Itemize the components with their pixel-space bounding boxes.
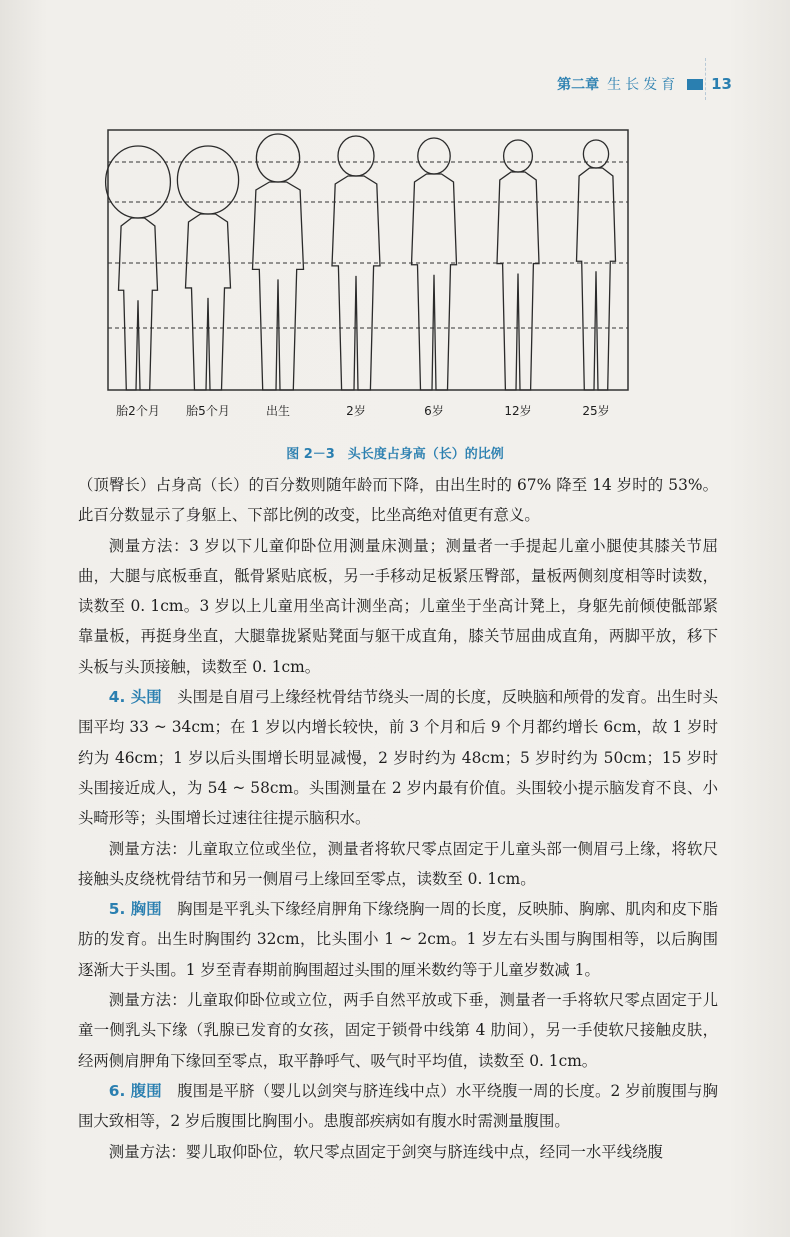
figure-head [338, 136, 374, 176]
paragraph-text: 头围是自眉弓上缘经枕骨结节绕头一周的长度，反映脑和颅骨的发育。出生时头围平均 33 ~ 34cm；在 1 岁以内增长较快，前 3 个月和后 9 个月都约增长 6cm，故 1 岁时约为 46cm；1 岁以后头围增长明显减慢，2 岁时约为 48cm；5 岁时约为 50cm；15 岁时头围接近成人，为 54 ~ 58cm。头围测量在 2 岁内最有价值。头围较小提示脑发育不良、小头畸形等；头围增长过速往往提示脑积水。 [78, 688, 718, 828]
paragraph [78, 985, 718, 1076]
figure-caption: 图 2－3 头长度占身高（长）的比例 [286, 447, 504, 462]
figure-body [253, 182, 304, 390]
paragraph-text: 测量方法：儿童取立位或坐位，测量者将软尺零点固定于儿童头部一侧眉弓上缘，将软尺接触头皮绕枕骨结节和另一侧眉弓上缘回至零点，读数至 0. 1cm。 [78, 839, 718, 888]
child-figure [497, 140, 539, 390]
stage-label: 2岁 [346, 404, 366, 418]
child-figure [412, 138, 457, 390]
body-text [78, 470, 718, 1167]
child-figure [106, 146, 171, 390]
child-figure [577, 140, 616, 390]
child-figure [253, 134, 304, 390]
paragraph-text: 测量方法：儿童取仰卧位或立位，两手自然平放或下垂，测量者一手将软尺零点固定于儿童一侧乳头下缘（乳腺已发育的女孩，固定于锁骨中线第 4 肋间），另一手使软尺接触皮肤，经两侧肩胛角下缘回至零点，取平静呼气、吸气时平均值，读数至 0. 1cm。 [78, 991, 718, 1070]
stage-label: 胎5个月 [186, 404, 230, 418]
paragraph-text: 腹围是平脐（婴儿以剑突与脐连线中点）水平绕腹一周的长度。2 岁前腹围与胸围大致相等，2 岁后腹围比胸围小。患腹部疾病如有腹水时需测量腹围。 [78, 1081, 718, 1131]
stage-label: 胎2个月 [116, 404, 160, 418]
figure-body [577, 168, 616, 390]
paragraph [78, 531, 718, 682]
figure-head [583, 140, 608, 168]
paragraph-text: 测量方法：3 岁以下儿童仰卧位用测量床测量；测量者一手提起儿童小腿使其膝关节屈曲，大腿与底板垂直，骶骨紧贴底板，另一手移动足板紧压臀部，量板两侧刻度相等时读数，读数至 0. 1cm。3 岁以上儿童用坐高计测坐高；儿童坐于坐高计凳上，身躯先前倾使骶部紧靠量板，再挺身坐直，大腿靠拢紧贴凳面与躯干成直角，膝关节屈曲成直角，两脚平放，移下头板与头顶接触，读数至 0. 1cm。 [78, 536, 718, 676]
paragraph [78, 834, 718, 895]
chapter-subject: 生长发育 [607, 77, 680, 93]
stage-label: 12岁 [504, 404, 532, 418]
section-heading: 6. 腹围 [108, 1081, 162, 1100]
section-heading: 5. 胸围 [108, 900, 162, 919]
paragraph-text: 测量方法：婴儿取仰卧位，软尺零点固定于剑突与脐连线中点，经同一水平线绕腹 [108, 1142, 663, 1161]
figure-body [497, 172, 539, 390]
paragraph [78, 682, 718, 833]
figure-head [256, 134, 299, 182]
page-number: 13 [711, 75, 732, 93]
running-header [520, 72, 732, 96]
figure-body [186, 214, 231, 390]
body-proportion-figure [100, 118, 660, 428]
child-figures [106, 134, 616, 390]
paragraph [78, 1076, 718, 1137]
figure-gridlines [108, 162, 628, 328]
figure-head [177, 146, 238, 214]
stage-label: 出生 [265, 404, 291, 418]
paragraph [78, 894, 718, 985]
figure-head [106, 146, 171, 218]
paragraph [78, 470, 718, 531]
figure-body [119, 218, 158, 390]
figure-stage-labels [100, 402, 660, 422]
paragraph [78, 1137, 718, 1167]
header-bar-icon [687, 79, 703, 90]
figure-frame [108, 130, 628, 390]
figure-body [412, 174, 457, 390]
figure-body [332, 176, 380, 390]
figure-head [504, 140, 533, 172]
stage-label: 25岁 [582, 404, 610, 418]
figure-illustration [100, 118, 660, 428]
chapter-label: 第二章 [557, 77, 600, 93]
child-figure [177, 146, 238, 390]
section-heading: 4. 头围 [108, 688, 162, 707]
stage-label: 6岁 [424, 404, 444, 418]
figure-head [418, 138, 450, 174]
paragraph-text: （顶臀长）占身高（长）的百分数则随年龄而下降，由出生时的 67% 降至 14 岁时的 53%。此百分数显示了身躯上、下部比例的改变，比坐高绝对值更有意义。 [78, 476, 718, 525]
paragraph-text: 胸围是平乳头下缘经肩胛角下缘绕胸一周的长度，反映肺、胸廓、肌肉和皮下脂肪的发育。出生时胸围约 32cm，比头围小 1 ~ 2cm。1 岁左右头围与胸围相等，以后胸围逐渐大于头围。1 岁至青春期前胸围超过头围的厘米数约等于儿童岁数减 1。 [78, 900, 718, 979]
